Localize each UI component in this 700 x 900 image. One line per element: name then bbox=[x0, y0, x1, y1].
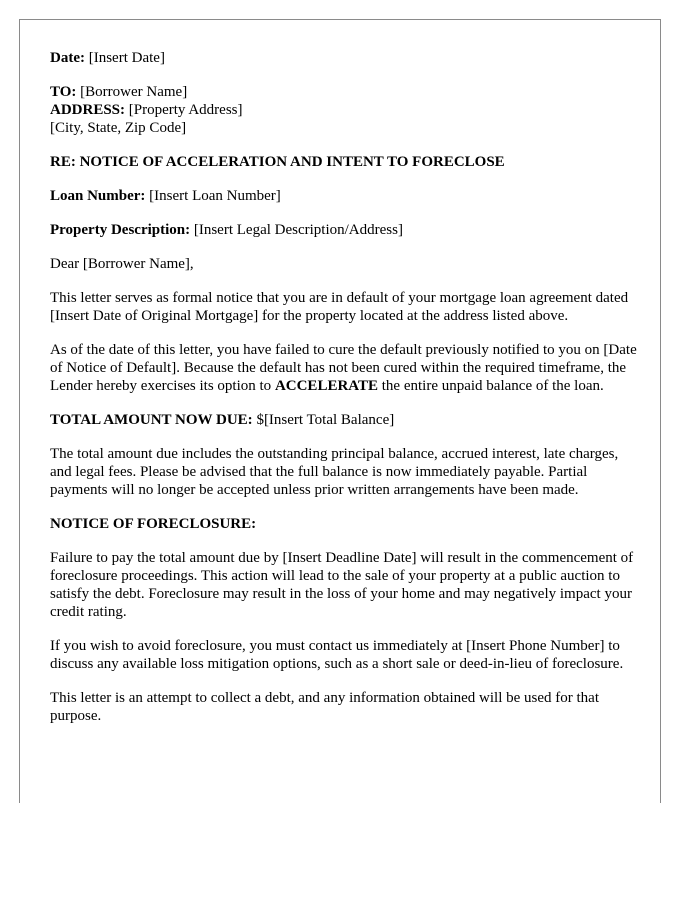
property-description-line bbox=[50, 221, 640, 239]
city-line: [City, State, Zip Code] bbox=[50, 120, 187, 136]
property-description-value: [Insert Legal Description/Address] bbox=[193, 222, 403, 238]
address-line bbox=[50, 101, 640, 119]
foreclosure-heading-line bbox=[50, 515, 640, 533]
paragraph-failure-to-pay: Failure to pay the total amount due by [Insert Deadline Date] will result in the commencement of foreclosure proceedings. This action will lead to the sale of your property at a public auction to satisfy the debt. Foreclosure may result in the loss of your home and may negatively impact your credit rating. bbox=[50, 550, 634, 620]
salutation: Dear [Borrower Name], bbox=[50, 256, 194, 272]
date-label: Date: bbox=[50, 50, 85, 66]
letter-body bbox=[50, 49, 640, 741]
total-due-label: TOTAL AMOUNT NOW DUE: bbox=[50, 412, 253, 428]
address-label: ADDRESS: bbox=[50, 102, 126, 118]
acceleration-text-before: As of the date of this letter, you have failed to cure the default previously notified to you on [Date of Notice of Default]. Because the default has not been cured within the required timeframe, the Lender hereby exercises its option to bbox=[50, 342, 637, 394]
accelerate-emphasis: ACCELERATE bbox=[274, 378, 379, 394]
paragraph-avoid-foreclosure: If you wish to avoid foreclosure, you must contact us immediately at [Insert Phone Number] to discuss any available loss mitigation options, such as a short sale or deed-in-lieu of foreclosure. bbox=[50, 638, 624, 672]
foreclosure-heading: NOTICE OF FORECLOSURE: bbox=[50, 516, 257, 532]
loan-number-line bbox=[50, 187, 640, 205]
recipient-block bbox=[50, 83, 640, 137]
re-heading: RE: NOTICE OF ACCELERATION AND INTENT TO FORECLOSE bbox=[50, 154, 505, 170]
paragraph-acceleration bbox=[50, 341, 640, 395]
property-description-label: Property Description: bbox=[50, 222, 191, 238]
loan-number-value: [Insert Loan Number] bbox=[149, 188, 281, 204]
paragraph-total-amount: The total amount due includes the outstanding principal balance, accrued interest, late charges, and legal fees. Please be advised that the full balance is now immediately payable. Partial payments will no longer be accepted unless prior written arrangements have been made. bbox=[50, 446, 619, 498]
paragraph-default-notice: This letter serves as formal notice that you are in default of your mortgage loan agreement dated [Insert Date of Original Mortgage] for the property located at the address listed above. bbox=[50, 290, 629, 324]
address-value: [Property Address] bbox=[128, 102, 243, 118]
re-line bbox=[50, 153, 640, 171]
date-value: [Insert Date] bbox=[88, 50, 165, 66]
total-due-line bbox=[50, 411, 640, 429]
paragraph-debt-collection: This letter is an attempt to collect a debt, and any information obtained will be used for that purpose. bbox=[50, 690, 600, 724]
loan-number-label: Loan Number: bbox=[50, 188, 146, 204]
letter-page bbox=[19, 19, 661, 803]
date-line bbox=[50, 49, 640, 67]
to-label: TO: bbox=[50, 84, 77, 100]
to-value: [Borrower Name] bbox=[80, 84, 188, 100]
total-due-value: $[Insert Total Balance] bbox=[256, 412, 395, 428]
acceleration-text-after: the entire unpaid balance of the loan. bbox=[381, 378, 604, 394]
to-line bbox=[50, 83, 640, 101]
